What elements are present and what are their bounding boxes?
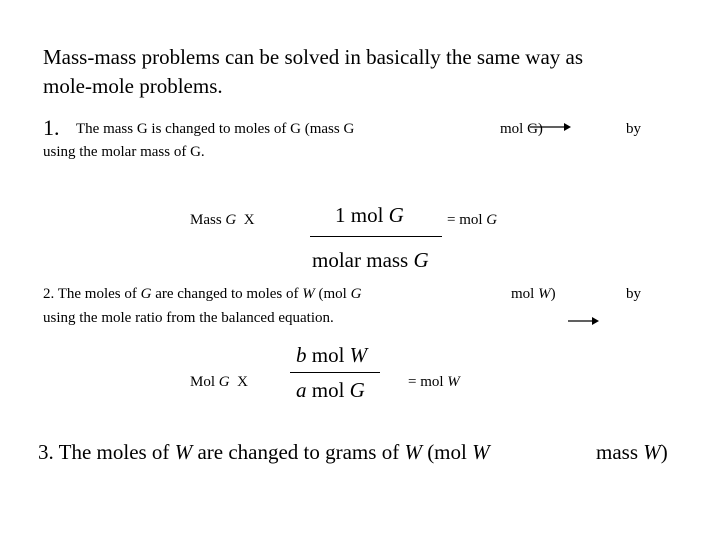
step-3-text-d: mass [596,440,638,464]
eq2-mol-term [190,375,248,390]
eq2-fraction-bar [290,372,380,373]
eq2-result-w: W [447,374,460,390]
step-2-text-a: 2. The moles of [43,286,137,302]
eq1-num-label: 1 mol [335,203,384,227]
step-1-text-b: mol G) [500,121,543,137]
eq2-numerator [296,345,367,366]
step-2-g2: G [350,286,362,302]
step-2-g1: G [140,286,152,302]
step-2-target [511,287,556,302]
eq1-numerator [335,205,404,226]
step-3-text-a: 3. The moles of [38,440,170,464]
step-3-target [596,442,668,463]
step-1-line-2: using the molar mass of G. [43,144,205,160]
right-arrow-icon [530,121,572,133]
eq2-times: X [237,374,248,390]
step-2-by: by [626,286,641,302]
eq2-denominator [296,380,365,401]
step-1-text-a: The mass G is changed to moles of G (mass G [76,121,355,137]
step-2-text-b: are changed to moles of [155,286,299,302]
step-2-text-c: (mol [318,286,347,302]
eq2-result [408,375,460,390]
eq1-mass-label: Mass [190,212,222,228]
eq2-num-mol: mol [311,343,345,367]
step-2-text-d: mol [511,286,535,302]
step-1-number: 1. [43,115,60,140]
eq2-den-g: G [349,378,365,402]
right-arrow-icon [568,315,600,327]
step-3-w4: W [643,440,661,464]
step-3-w2: W [404,440,422,464]
step-2-text-e: ) [550,286,556,302]
step-3-w3: W [472,440,490,464]
eq2-den-mol: mol [311,378,345,402]
eq2-num-w: W [349,343,368,367]
eq2-mol-label: Mol [190,374,216,390]
eq1-den-g: G [413,248,429,272]
step-3-text-b: are changed to grams of [197,440,400,464]
eq1-result-label: = mol [447,212,483,228]
step-2-line-2: using the mole ratio from the balanced equation. [43,310,334,326]
eq2-result-label: = mol [408,374,444,390]
eq1-denominator [312,250,429,271]
step-1-by: by [626,121,641,137]
eq1-result-g: G [486,212,498,228]
eq2-g-var: G [218,374,230,390]
step-3-text-e: ) [660,440,668,464]
step-3-w1: W [174,440,193,464]
step-2-line-1 [43,287,361,302]
eq1-g-var: G [225,212,237,228]
eq2-num-b: b [296,343,307,367]
step-2-w2: W [538,286,551,302]
eq1-times: X [243,212,255,228]
eq1-fraction-bar [310,236,442,237]
eq1-den-label: molar mass [312,248,409,272]
eq1-num-g: G [388,203,404,227]
eq2-den-a: a [296,378,307,402]
intro-line-2: mole-mole problems. [43,74,223,98]
eq1-mass-term [190,213,255,228]
step-3-line [38,442,490,463]
intro-line-1: Mass-mass problems can be solved in basically the same way as [43,45,584,69]
step-2-w1: W [302,286,315,302]
step-3-text-c: (mol [427,440,467,464]
eq1-result [447,213,497,228]
